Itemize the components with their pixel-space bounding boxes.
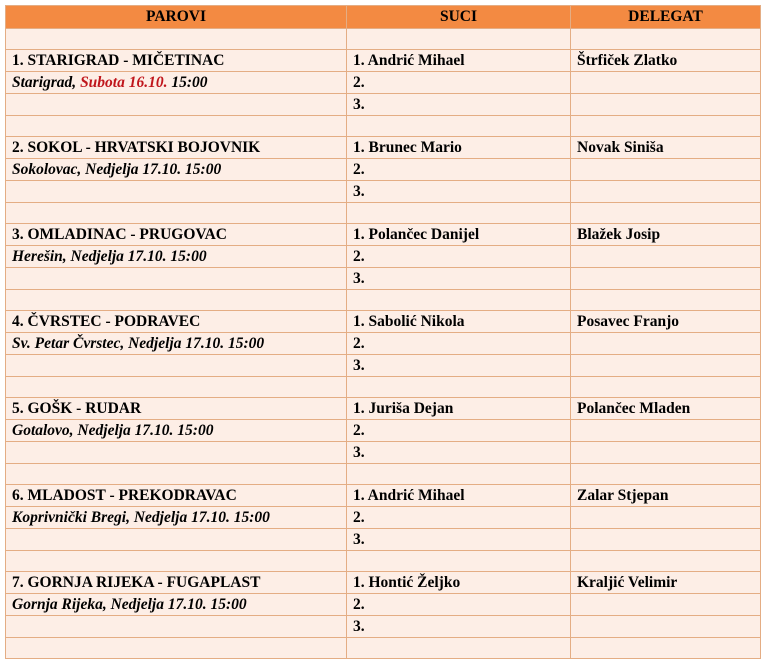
header-pairs: PAROVI	[6, 6, 347, 29]
spacer-row	[6, 377, 761, 398]
empty-cell	[6, 355, 347, 377]
referee-2: 2.	[347, 159, 571, 181]
delegate-name: Novak Siniša	[571, 137, 761, 159]
empty-cell	[6, 442, 347, 464]
referee-1: 1. Polančec Danijel	[347, 224, 571, 246]
empty-cell	[571, 594, 761, 616]
match-extra-row	[6, 268, 761, 290]
empty-cell	[6, 529, 347, 551]
match-venue: Koprivnički Bregi, Nedjelja 17.10. 15:00	[6, 507, 347, 529]
spacer-row	[6, 116, 761, 137]
referee-3: 3.	[347, 268, 571, 290]
delegate-name: Kraljić Velimir	[571, 572, 761, 594]
spacer-row	[6, 29, 761, 50]
venue-place: Starigrad,	[12, 73, 77, 91]
match-extra-row	[6, 181, 761, 203]
referee-3: 3.	[347, 355, 571, 377]
referee-1: 1. Sabolić Nikola	[347, 311, 571, 333]
match-venue: Herešin, Nedjelja 17.10. 15:00	[6, 246, 347, 268]
referee-3: 3.	[347, 529, 571, 551]
referee-2: 2.	[347, 507, 571, 529]
empty-cell	[571, 420, 761, 442]
match-title-row	[6, 311, 761, 333]
match-venue-row	[6, 333, 761, 355]
match-title: 4. ČVRSTEC - PODRAVEC	[6, 311, 347, 333]
referee-3: 3.	[347, 442, 571, 464]
referee-1: 1. Juriša Dejan	[347, 398, 571, 420]
empty-cell	[571, 268, 761, 290]
match-title: 5. GOŠK - RUDAR	[6, 398, 347, 420]
delegate-name: Posavec Franjo	[571, 311, 761, 333]
empty-cell	[571, 529, 761, 551]
empty-cell	[6, 181, 347, 203]
venue-date: Subota 16.10.	[80, 73, 168, 91]
spacer-row	[6, 638, 761, 659]
referee-1: 1. Andrić Mihael	[347, 485, 571, 507]
match-venue: Gornja Rijeka, Nedjelja 17.10. 15:00	[6, 594, 347, 616]
delegate-name: Polančec Mladen	[571, 398, 761, 420]
match-title-row	[6, 50, 761, 72]
referee-3: 3.	[347, 94, 571, 116]
match-extra-row	[6, 355, 761, 377]
empty-cell	[571, 333, 761, 355]
delegate-name: Štrfiček Zlatko	[571, 50, 761, 72]
match-title: 2. SOKOL - HRVATSKI BOJOVNIK	[6, 137, 347, 159]
match-title: 3. OMLADINAC - PRUGOVAC	[6, 224, 347, 246]
match-venue: Sokolovac, Nedjelja 17.10. 15:00	[6, 159, 347, 181]
match-extra-row	[6, 94, 761, 116]
match-title-row	[6, 398, 761, 420]
referee-2: 2.	[347, 333, 571, 355]
delegate-name: Blažek Josip	[571, 224, 761, 246]
empty-cell	[6, 94, 347, 116]
match-extra-row	[6, 529, 761, 551]
referee-2: 2.	[347, 594, 571, 616]
referee-1: 1. Hontić Željko	[347, 572, 571, 594]
match-extra-row	[6, 616, 761, 638]
referee-2: 2.	[347, 246, 571, 268]
empty-cell	[571, 507, 761, 529]
referee-1: 1. Brunec Mario	[347, 137, 571, 159]
empty-cell	[571, 181, 761, 203]
empty-cell	[571, 355, 761, 377]
referee-3: 3.	[347, 181, 571, 203]
match-venue-row	[6, 72, 761, 94]
venue-time: 15:00	[171, 73, 208, 91]
match-venue: Gotalovo, Nedjelja 17.10. 15:00	[6, 420, 347, 442]
referee-2: 2.	[347, 72, 571, 94]
match-title-row	[6, 485, 761, 507]
match-extra-row	[6, 442, 761, 464]
empty-cell	[571, 159, 761, 181]
match-venue-row	[6, 507, 761, 529]
spacer-row	[6, 464, 761, 485]
empty-cell	[571, 442, 761, 464]
match-title: 7. GORNJA RIJEKA - FUGAPLAST	[6, 572, 347, 594]
referee-3: 3.	[347, 616, 571, 638]
match-venue-row	[6, 420, 761, 442]
empty-cell	[6, 616, 347, 638]
spacer-row	[6, 203, 761, 224]
match-title: 1. STARIGRAD - MIČETINAC	[6, 50, 347, 72]
spacer-row	[6, 551, 761, 572]
match-venue-row	[6, 159, 761, 181]
empty-cell	[571, 616, 761, 638]
spacer-row	[6, 290, 761, 311]
delegate-name: Zalar Stjepan	[571, 485, 761, 507]
header-referees: SUCI	[347, 6, 571, 29]
match-venue: Sv. Petar Čvrstec, Nedjelja 17.10. 15:00	[6, 333, 347, 355]
referee-1: 1. Andrić Mihael	[347, 50, 571, 72]
match-title: 6. MLADOST - PREKODRAVAC	[6, 485, 347, 507]
match-title-row	[6, 572, 761, 594]
schedule-table	[5, 5, 761, 659]
empty-cell	[571, 246, 761, 268]
empty-cell	[571, 72, 761, 94]
match-title-row	[6, 137, 761, 159]
match-title-row	[6, 224, 761, 246]
header-delegate: DELEGAT	[571, 6, 761, 29]
match-venue-row	[6, 246, 761, 268]
match-venue-row	[6, 594, 761, 616]
empty-cell	[6, 268, 347, 290]
referee-2: 2.	[347, 420, 571, 442]
header-row	[6, 6, 761, 29]
empty-cell	[571, 94, 761, 116]
match-venue	[6, 72, 347, 94]
